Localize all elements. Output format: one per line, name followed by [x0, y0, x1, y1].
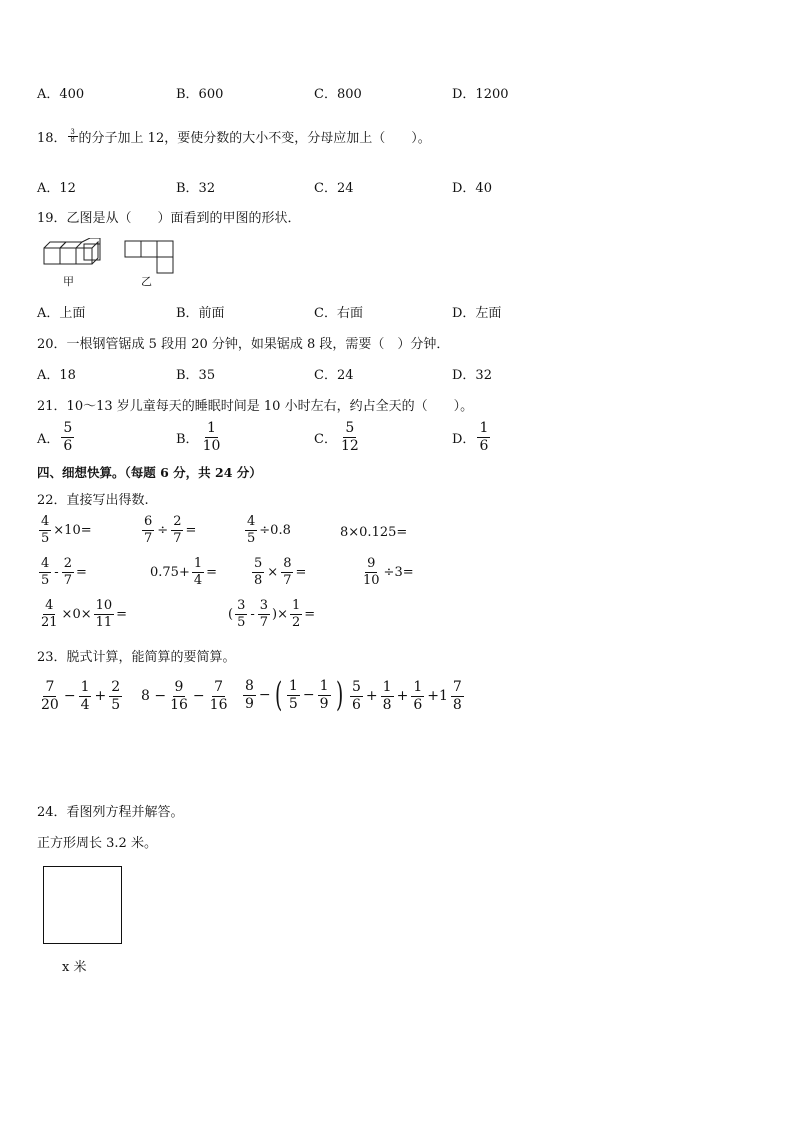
- fraction: [94, 599, 115, 629]
- fraction-denominator: 9: [319, 695, 329, 712]
- q20-option-b: B．35: [176, 368, 216, 383]
- q20-option-c: C．24: [314, 368, 354, 383]
- fraction: [361, 557, 382, 587]
- expr-tail: =: [116, 606, 128, 622]
- expr-tail: =: [206, 564, 218, 580]
- q21-option-b: [176, 421, 224, 453]
- fraction: [109, 680, 122, 712]
- fraction-denominator: 6: [413, 696, 423, 713]
- fraction-numerator: 5: [352, 679, 361, 695]
- operator: −: [63, 688, 76, 705]
- fraction-denominator: 8: [382, 696, 392, 713]
- fraction-numerator: 1: [193, 556, 203, 571]
- fraction: [79, 680, 92, 712]
- section-4-title: 四、细想快算。（每题 6 分，共 24 分）: [37, 465, 262, 480]
- left-paren: (: [274, 675, 282, 715]
- fraction-denominator: 7: [144, 530, 153, 546]
- q17-option-c: C．800: [314, 87, 362, 102]
- fraction: [39, 515, 51, 545]
- q17-option-a: A．400: [37, 87, 85, 102]
- fraction-denominator: 11: [95, 614, 113, 630]
- fraction: [243, 679, 256, 711]
- operator: −: [302, 687, 315, 703]
- expr-prefix: 0.75+: [150, 564, 190, 580]
- fraction: [252, 557, 264, 587]
- q23-expr-2: [141, 680, 231, 712]
- fraction-numerator: 7: [45, 679, 55, 695]
- q23-expr-4: [348, 680, 466, 712]
- q18-option-b: B．32: [176, 181, 216, 196]
- fraction: [287, 679, 300, 711]
- fraction-numerator: 9: [174, 679, 184, 695]
- fraction: [208, 680, 230, 712]
- q24-question: 24．看图列方程并解答。: [37, 805, 184, 820]
- fraction-denominator: 10: [363, 572, 380, 588]
- fraction-numerator: 1: [413, 679, 423, 695]
- q21-option-a-fraction: [61, 421, 74, 453]
- q18-number: 18．: [37, 131, 67, 146]
- q18-option-c: C．24: [314, 181, 354, 196]
- fraction-denominator: 5: [111, 696, 121, 713]
- q21-option-a-label: A．: [37, 431, 60, 447]
- fraction: [39, 599, 60, 629]
- operator: -: [250, 606, 255, 622]
- expr-middle: ×0×: [61, 606, 92, 622]
- operator: +: [94, 688, 107, 705]
- fraction-numerator: 2: [111, 679, 121, 695]
- q19-figure-jia: [40, 238, 106, 268]
- fraction-denominator: 4: [80, 696, 90, 713]
- fraction-numerator: 9: [367, 556, 376, 571]
- fraction-numerator: 7: [214, 679, 224, 695]
- q19-label-jia: 甲: [63, 275, 74, 288]
- fraction: [350, 680, 363, 712]
- operator: ×: [267, 564, 279, 580]
- fraction-denominator: 5: [237, 614, 246, 630]
- fraction: [39, 557, 51, 587]
- fraction-numerator: 1: [288, 677, 298, 694]
- q22-expr-8: [359, 557, 414, 587]
- q21-option-b-label: B．: [176, 431, 199, 447]
- fraction-denominator: 5: [41, 530, 50, 546]
- q22-expr-6: [150, 557, 217, 587]
- q22-expr-5: [37, 557, 87, 587]
- fraction-numerator: 8: [245, 677, 254, 694]
- fraction-denominator: 2: [292, 614, 301, 630]
- q18-option-d: D．40: [452, 181, 492, 196]
- fraction-numerator: 10: [95, 598, 113, 613]
- q18-question: [37, 127, 431, 146]
- q23-expr-1: [37, 680, 124, 712]
- operator: −: [258, 687, 271, 703]
- fraction-denominator: 6: [63, 437, 73, 454]
- fraction: [258, 599, 270, 629]
- fraction-numerator: 4: [41, 514, 50, 529]
- fraction-numerator: 5: [63, 420, 73, 436]
- right-paren: ): [335, 675, 343, 715]
- fraction-numerator: 8: [283, 556, 292, 571]
- fraction-numerator: 3: [237, 598, 246, 613]
- fraction-denominator: 5: [41, 572, 50, 588]
- fraction-denominator: 8: [254, 572, 263, 588]
- fraction-denominator: 4: [193, 572, 203, 588]
- expr-tail: =: [185, 522, 197, 538]
- expr-tail: ÷0.8: [259, 522, 291, 538]
- q21-option-a: [37, 421, 76, 453]
- fraction-denominator: 6: [352, 696, 361, 713]
- q22-expr-4: [340, 525, 407, 540]
- q21-option-b-fraction: [201, 421, 223, 453]
- fraction: [245, 515, 257, 545]
- fraction-numerator: 7: [452, 679, 462, 695]
- fraction: [39, 680, 61, 712]
- expr-tail: =: [304, 606, 316, 622]
- q23-question: 23．脱式计算，能简算的要简算。: [37, 650, 236, 665]
- operator: -: [54, 564, 59, 580]
- q18-fraction: [68, 129, 78, 145]
- q21-option-c-label: C．: [314, 431, 337, 447]
- q21-question: 21．10～13 岁儿童每天的睡眠时间是 10 小时左右，约占全天的（ ）。: [37, 399, 474, 414]
- q22-expr-2: [140, 515, 196, 545]
- fraction: [235, 599, 247, 629]
- q22-expr-3: [243, 515, 291, 545]
- q22-expr-1: [37, 515, 92, 545]
- q18-text: 的分子加上 12，要使分数的大小不变，分母应加上（ ）。: [78, 131, 431, 146]
- expr-tail: ÷3=: [383, 564, 414, 580]
- fraction-denominator: 5: [247, 530, 256, 546]
- fraction: [281, 557, 293, 587]
- q20-option-d: D．32: [452, 368, 492, 383]
- operator: ÷: [157, 522, 169, 538]
- fraction-denominator: 7: [283, 572, 292, 588]
- square-side-label: x 米: [62, 960, 87, 975]
- q19-option-c: C．右面: [314, 306, 363, 321]
- fraction-numerator: 1: [80, 679, 90, 695]
- operator: +1: [427, 688, 448, 705]
- fraction: [171, 515, 183, 545]
- q19-option-b: B．前面: [176, 306, 225, 321]
- fraction: [411, 680, 424, 712]
- fraction-numerator: 4: [45, 598, 54, 613]
- fraction-denominator: 10: [202, 437, 221, 454]
- fraction: [142, 515, 154, 545]
- q18-frac-den: 8: [70, 136, 75, 144]
- fraction-denominator: 16: [209, 696, 228, 713]
- q20-option-a: A．18: [37, 368, 76, 383]
- fraction-numerator: 3: [259, 598, 269, 613]
- fraction-denominator: 9: [245, 695, 254, 712]
- fraction-numerator: 1: [382, 679, 392, 695]
- fraction: [62, 557, 74, 587]
- q22-expr-7: [250, 557, 306, 587]
- fraction: [290, 599, 302, 629]
- q19-option-d: D．左面: [452, 306, 502, 321]
- fraction-denominator: 7: [63, 572, 72, 588]
- q19-question: 19．乙图是从（ ）面看到的甲图的形状．: [37, 211, 301, 226]
- q21-option-d-fraction: [477, 421, 490, 453]
- left-paren: (: [228, 606, 234, 622]
- fraction-numerator: 6: [144, 514, 153, 529]
- q19-label-yi: 乙: [141, 275, 152, 288]
- q24-subtext: 正方形周长 3.2 米。: [37, 836, 157, 851]
- fraction-denominator: 16: [170, 696, 188, 713]
- q21-option-c: [314, 421, 363, 453]
- q19-option-a: A．上面: [37, 306, 86, 321]
- fraction-numerator: 1: [319, 677, 329, 694]
- fraction-denominator: 8: [452, 696, 462, 713]
- q17-option-d: D．1200: [452, 87, 509, 102]
- expr-tail: =: [75, 564, 87, 580]
- operator: +: [396, 688, 409, 705]
- q22-expr-10: [228, 599, 315, 629]
- fraction-denominator: 7: [173, 530, 182, 546]
- fraction-denominator: 21: [41, 614, 58, 630]
- fraction: [192, 557, 204, 587]
- fraction-denominator: 12: [340, 437, 359, 454]
- fraction-numerator: 5: [254, 556, 263, 571]
- q18-frac-num: 3: [68, 129, 78, 137]
- q21-option-c-fraction: [339, 421, 361, 453]
- q23-expr-3: [241, 675, 346, 715]
- fraction-denominator: 5: [288, 695, 298, 712]
- operator: −: [192, 688, 205, 705]
- fraction: [318, 679, 331, 711]
- right-paren-times: )×: [272, 606, 289, 622]
- fraction-numerator: 5: [345, 420, 355, 436]
- operator: +: [365, 688, 378, 705]
- q21-option-d-label: D．: [452, 431, 476, 447]
- q20-question: 20．一根钢管锯成 5 段用 20 分钟，如果锯成 8 段，需要（ ）分钟．: [37, 337, 450, 352]
- fraction-denominator: 20: [41, 696, 59, 713]
- fraction-denominator: 7: [259, 614, 269, 630]
- expr-text: 8×0.125=: [340, 525, 408, 540]
- expr-tail: ×10=: [53, 522, 92, 538]
- expr-tail: =: [295, 564, 307, 580]
- q18-option-a: A．12: [37, 181, 76, 196]
- fraction-denominator: 6: [479, 437, 489, 454]
- expr-prefix: 8 −: [141, 688, 167, 705]
- fraction-numerator: 1: [207, 420, 216, 436]
- fraction-numerator: 4: [41, 556, 50, 571]
- q19-figure-yi: [123, 240, 177, 276]
- fraction-numerator: 4: [247, 514, 256, 529]
- q21-option-d: [452, 421, 492, 453]
- q17-option-b: B．600: [176, 87, 224, 102]
- q22-question: 22．直接写出得数.: [37, 493, 149, 508]
- q22-expr-9: [37, 599, 127, 629]
- fraction-numerator: 1: [292, 598, 301, 613]
- fraction-numerator: 2: [173, 514, 182, 529]
- fraction-numerator: 2: [63, 556, 72, 571]
- fraction: [168, 680, 190, 712]
- fraction-numerator: 1: [479, 420, 489, 436]
- square-figure: [43, 866, 122, 944]
- fraction: [381, 680, 394, 712]
- fraction: [451, 680, 464, 712]
